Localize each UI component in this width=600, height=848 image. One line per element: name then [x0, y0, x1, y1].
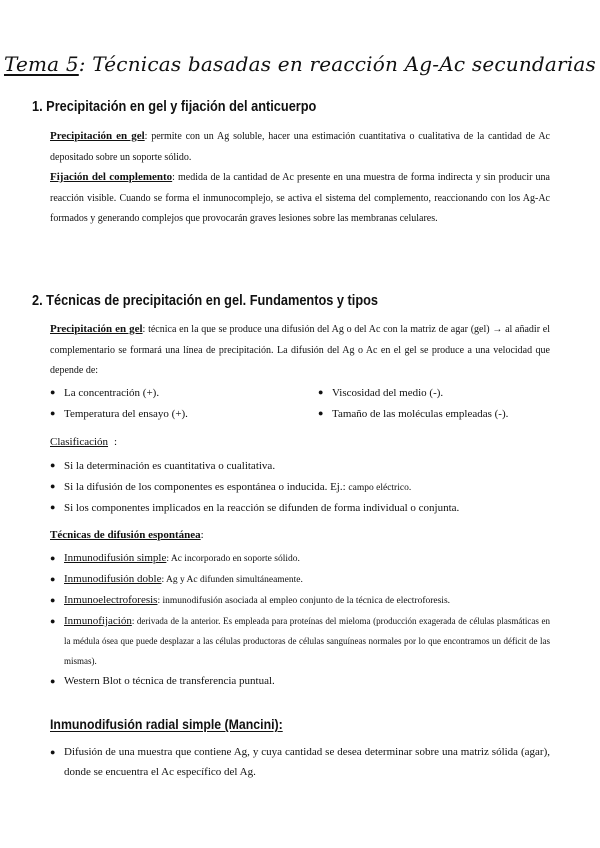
section-2-heading: 2. Técnicas de precipitación en gel. Fundamentos y tipos [32, 293, 379, 309]
bullet-icon: ● [50, 502, 56, 512]
page-title [0, 52, 600, 76]
factor-item: ● Viscosidad del medio (-). [318, 382, 443, 403]
section-1-heading: 1. Precipitación en gel y fijación del anticuerpo [32, 99, 317, 115]
factor-item: ● Tamaño de las moléculas empleadas (-). [318, 403, 508, 424]
technique-item: ● Western Blot o técnica de transferencia puntual. [50, 671, 550, 691]
paragraph-text: : permite con un Ag soluble, hacer una estimación cuantitativa o cualitativa de la cantidad de Ac depositado sobre un soporte sólido. [50, 131, 550, 163]
bullet-icon: ● [50, 747, 56, 757]
bullet-icon: ● [50, 481, 56, 491]
bullet-icon: ● [318, 387, 324, 397]
term-fijacion-complemento: Fijación del complemento [50, 171, 173, 183]
bullet-icon: ● [50, 676, 56, 686]
mancini-item: ● Difusión de una muestra que contiene Ag, y cuya cantidad se desea determinar sobre una matriz sólida (agar), donde se encuentra el Ac específico del Ag. [50, 742, 550, 782]
classification-colon: : [114, 436, 118, 448]
title-text: : Técnicas basadas en reacción Ag-Ac secundarias [78, 52, 596, 76]
bullet-icon: ● [50, 408, 56, 418]
bullet-icon: ● [50, 595, 56, 605]
section-1-paragraph-1 [50, 126, 550, 168]
bullet-icon: ● [50, 616, 56, 626]
classification-item: ● Si los componentes implicados en la reacción se difunden de forma individual o conjunta. [50, 497, 459, 518]
paragraph-text: : técnica en la que se produce una difusión del Ag o del Ac con la matriz de agar (gel) → al añadir el complementario se formará una línea de precipitación. La difusión del Ag o Ac en el gel se produce a una velocidad que depende de: [50, 324, 550, 376]
technique-item: ● Inmunodifusión doble: Ag y Ac difunden simultáneamente. [50, 569, 550, 590]
title-number: Tema 5 [3, 52, 79, 76]
paragraph-text: : medida de la cantidad de Ac presente en una muestra de forma indirecta y sin producir una reacción visible. Cuando se forma el inmunocomplejo, se activa el sistema del complemento, reaccionando con los Ag-Ac formados y generando complejos que provocarán graves lesiones sobre las membranas celulares. [50, 172, 550, 224]
mancini-heading: Inmunodifusión radial simple (Mancini): [50, 716, 283, 732]
bullet-icon: ● [50, 387, 56, 397]
bullet-icon: ● [50, 460, 56, 470]
technique-item: ● Inmunofijación: derivada de la anterior. Es empleada para proteínas del mieloma (producción exagerada de células plasmáticas en la médula ósea que puede desplazar a las células productoras de células sanguíneas normales por lo que encontramos un déficit de las mismas). [50, 611, 550, 671]
term-precipitacion-gel: Precipitación en gel [50, 130, 145, 142]
bullet-icon: ● [318, 408, 324, 418]
bullet-icon: ● [50, 574, 56, 584]
section-1-paragraph-2 [50, 167, 550, 230]
factor-item: ● Temperatura del ensayo (+). [50, 403, 188, 424]
techniques-label: Técnicas de difusión espontánea: [50, 529, 204, 541]
technique-item: ● Inmunodifusión simple: Ac incorporado en soporte sólido. [50, 548, 550, 569]
factor-item: ● La concentración (+). [50, 382, 159, 403]
classification-label: Clasificación [50, 436, 109, 448]
bullet-icon: ● [50, 553, 56, 563]
term-precipitacion-gel-2: Precipitación en gel [50, 323, 143, 335]
classification-item: ● Si la determinación es cuantitativa o cualitativa. [50, 455, 275, 476]
section-2-paragraph-1 [50, 319, 550, 382]
technique-item: ● Inmunoelectroforesis: inmunodifusión asociada al empleo conjunto de la técnica de electroforesis. [50, 590, 550, 611]
classification-item: ● Si la difusión de los componentes es espontánea o inducida. Ej.: campo eléctrico. [50, 476, 411, 498]
